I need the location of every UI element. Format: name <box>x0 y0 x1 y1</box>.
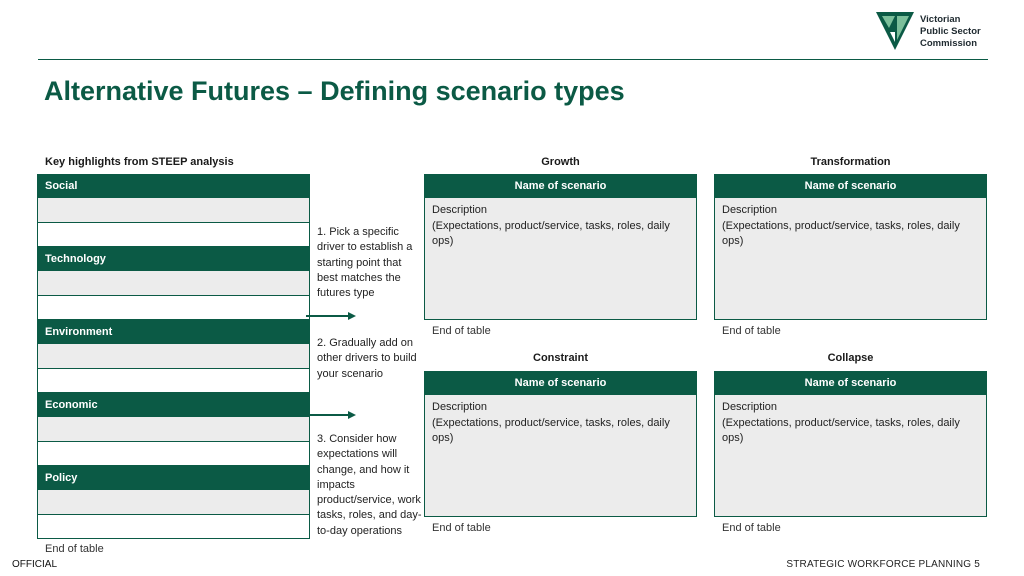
page-footer: STRATEGIC WORKFORCE PLANNING 5 <box>786 559 980 570</box>
scenario-end-label: End of table <box>722 522 781 534</box>
logo-line-1: Victorian <box>920 14 961 25</box>
steep-header-social: Social <box>37 174 310 198</box>
vpsc-logo-text <box>920 14 981 50</box>
steep-header-economic: Economic <box>37 393 310 417</box>
scenario-name-header: Name of scenario <box>714 371 987 395</box>
steep-row <box>37 369 310 394</box>
arrow-right-icon <box>306 410 356 420</box>
steep-row <box>37 417 310 442</box>
description-text: (Expectations, product/service, tasks, roles, daily ops) <box>432 416 670 444</box>
scenario-type-growth: Growth <box>541 156 580 168</box>
steep-row <box>37 442 310 467</box>
vpsc-logo-mark <box>876 12 914 52</box>
scenario-description-cell <box>714 198 987 320</box>
steep-row <box>37 515 310 540</box>
steep-header-environment: Environment <box>37 320 310 344</box>
description-text: (Expectations, product/service, tasks, roles, daily ops) <box>722 416 960 444</box>
steep-header-technology: Technology <box>37 247 310 271</box>
steep-heading: Key highlights from STEEP analysis <box>45 156 234 168</box>
description-text: (Expectations, product/service, tasks, roles, daily ops) <box>432 219 670 247</box>
logo-line-2: Public Sector <box>920 26 981 37</box>
scenario-table-growth <box>424 174 697 320</box>
description-label: Description <box>722 401 778 413</box>
scenario-type-transformation: Transformation <box>810 156 891 168</box>
arrow-right-icon <box>306 311 356 321</box>
steep-row <box>37 490 310 515</box>
step-3-text: 3. Consider how expectations will change, and how it impacts product/service, work tasks, roles, and day-to-day operations <box>317 433 422 537</box>
scenario-table-collapse <box>714 371 987 517</box>
scenario-table-constraint <box>424 371 697 517</box>
description-label: Description <box>432 204 488 216</box>
scenario-name-header: Name of scenario <box>424 371 697 395</box>
steep-row <box>37 198 310 223</box>
scenario-end-label: End of table <box>722 325 781 337</box>
step-1-text: 1. Pick a specific driver to establish a starting point that best matches the futures type <box>317 226 413 300</box>
description-label: Description <box>432 401 488 413</box>
scenario-type-collapse: Collapse <box>827 352 874 364</box>
scenario-description-cell <box>424 198 697 320</box>
description-text: (Expectations, product/service, tasks, roles, daily ops) <box>722 219 960 247</box>
vpsc-logo <box>876 12 996 54</box>
steep-row <box>37 223 310 248</box>
classification-label: OFFICIAL <box>12 559 58 570</box>
header-divider <box>38 59 988 60</box>
description-label: Description <box>722 204 778 216</box>
scenario-end-label: End of table <box>432 522 491 534</box>
scenario-name-header: Name of scenario <box>424 174 697 198</box>
steep-end-label: End of table <box>45 543 104 555</box>
scenario-table-transformation <box>714 174 987 320</box>
scenario-description-cell <box>424 395 697 517</box>
logo-line-3: Commission <box>920 38 978 49</box>
step-2-text: 2. Gradually add on other drivers to build your scenario <box>317 337 417 380</box>
scenario-name-header: Name of scenario <box>714 174 987 198</box>
steep-row <box>37 271 310 296</box>
steep-row <box>37 296 310 321</box>
page-title: Alternative Futures – Defining scenario types <box>44 76 625 106</box>
scenario-description-cell <box>714 395 987 517</box>
steep-row <box>37 344 310 369</box>
scenario-end-label: End of table <box>432 325 491 337</box>
steep-header-policy: Policy <box>37 466 310 490</box>
steep-table <box>37 174 310 539</box>
scenario-type-constraint: Constraint <box>533 352 588 364</box>
